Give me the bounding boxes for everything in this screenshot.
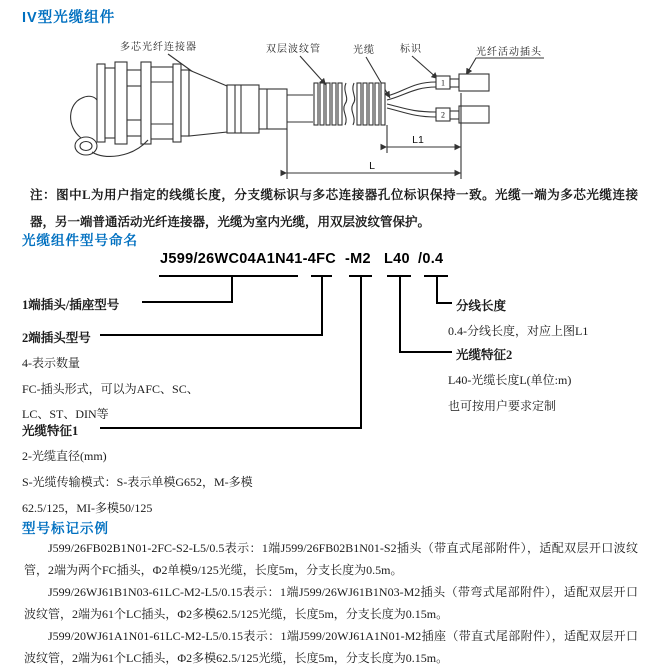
leader-tube	[300, 56, 326, 85]
fiber-plug-2	[459, 106, 489, 123]
callout-cable-feature2-desc-1: L40-光缆长度L(单位:m)	[448, 373, 572, 387]
cable-assembly-diagram	[48, 34, 648, 182]
examples-section-heading: 型号标记示例	[22, 521, 109, 536]
callout-branch-length-label: 分线长度	[456, 299, 507, 313]
naming-section-heading: 光缆组件型号命名	[22, 233, 138, 248]
part-number-branch: /0.4	[418, 251, 444, 267]
dim-label-l: L	[369, 160, 375, 172]
callout-cable-feature2-label: 光缆特征2	[456, 348, 513, 362]
callout-line-cable-feature2	[400, 276, 452, 352]
marking-tag-2: 2	[441, 110, 445, 120]
part-number-length: L40	[384, 251, 410, 267]
callout-plug2-desc-2: FC-插头形式，可以为AFC、SC、	[22, 382, 199, 396]
dimension-lines	[287, 93, 461, 179]
label-multicore-connector: 多芯光纤连接器	[120, 42, 197, 53]
example-paragraph-1: J599/26FB02B1N01-2FC-S2-L5/0.5表示：1端J599/26FB02B1N01-S2插头（带直式尾部附件），适配双层开口波纹管，2端为两个FC插头，Φ2单模9/125光缆，长度5m，分支长度为0.5m。	[24, 541, 638, 577]
label-marking: 标识	[400, 44, 422, 55]
branch-1	[436, 74, 489, 91]
example-paragraph-2: J599/26WJ61B1N03-61LC-M2-L5/0.15表示：1端J599/26WJ61B1N03-M2插头（带弯式尾部附件），适配双层开口波纹管，2端为61个LC插头，Φ2多模62.5/125光缆，长度5m，分支长度为0.15m。	[24, 585, 638, 621]
leader-plug	[466, 58, 544, 75]
dust-cap	[75, 137, 97, 155]
callout-plug2-desc-1: 4-表示数量	[22, 356, 80, 370]
marking-tag-1: 1	[441, 78, 445, 88]
callout-cable-feature1-desc-3: 62.5/125，MI-多模50/125	[22, 501, 153, 515]
callout-cable-feature1-desc-1: 2-光缆直径(mm)	[22, 449, 107, 463]
callout-plug2-label: 2端插头型号	[22, 331, 91, 345]
callout-plug2-desc-3: LC、ST、DIN等	[22, 407, 109, 421]
callout-line-plug2	[100, 276, 322, 335]
leader-marking	[412, 56, 438, 79]
dim-label-l1: L1	[412, 134, 424, 146]
examples-block	[24, 537, 638, 669]
callout-cable-feature1-desc-2: S-光缆传输模式：S-表示单模G652，M-多模	[22, 475, 253, 489]
example-paragraph-3: J599/20WJ61A1N01-61LC-M2-L5/0.15表示：1端J599/20WJ61A1N01-M2插座（带直式尾部附件），适配双层开口波纹管，2端为61个LC插头，Φ2多模62.5/125光缆，长度5m，分支长度为0.15m。	[24, 629, 638, 665]
branch-2	[436, 106, 489, 123]
note-paragraph: 注：图中L为用户指定的线缆长度，分支缆标识与多芯连接器孔位标识保持一致。光缆一端为多芯光缆连接器，另一端普通活动光纤连接器，光缆为室内光缆，用双层波纹管保护。	[30, 188, 638, 229]
part-number-mode: -M2	[345, 251, 371, 267]
label-cable: 光缆	[353, 45, 375, 56]
corrugated-tube-art	[314, 83, 385, 125]
callout-line-branch-length	[437, 276, 452, 303]
callout-branch-length-desc-1: 0.4-分线长度，对应上图L1	[448, 324, 589, 338]
multicore-connector-art	[71, 62, 313, 156]
page-title: IV型光缆组件	[22, 10, 116, 26]
branch-cables-art	[387, 82, 436, 117]
fiber-plug-1	[459, 74, 489, 91]
label-corrugated-tube: 双层波纹管	[266, 44, 321, 55]
callout-cable-feature1-label: 光缆特征1	[22, 424, 79, 438]
part-number-base: J599/26WC04A1N41-4FC	[160, 251, 337, 267]
label-fiber-plug: 光纤活动插头	[476, 47, 542, 58]
callout-line-plug1	[142, 276, 232, 302]
callout-cable-feature2-desc-2: 也可按用户要求定制	[448, 399, 557, 413]
callout-plug1-label: 1端插头/插座型号	[22, 298, 120, 312]
